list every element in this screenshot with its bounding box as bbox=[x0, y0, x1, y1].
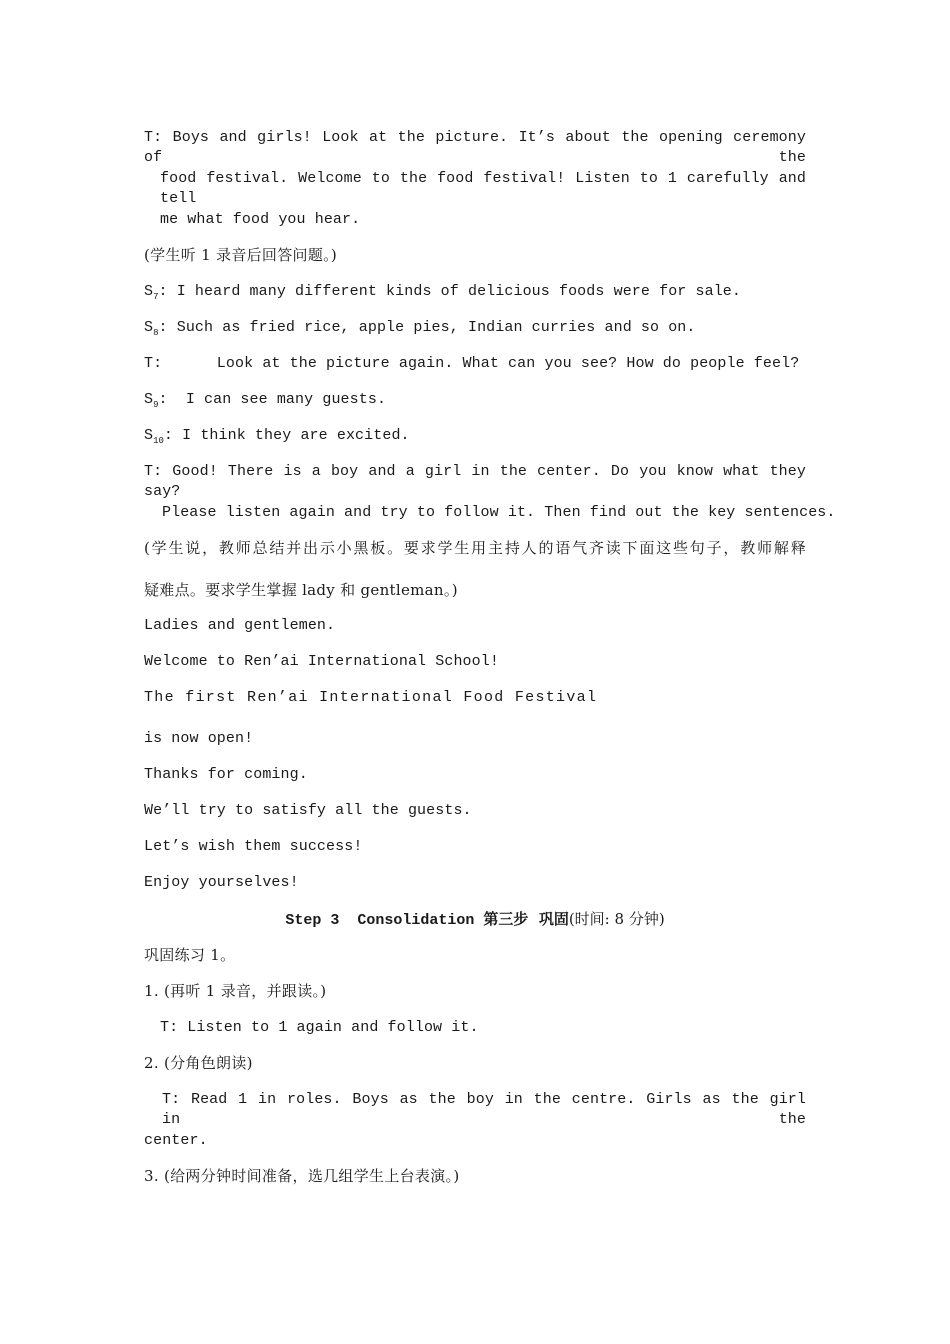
consolidation-item-3: 3. (给两分钟时间准备，选几组学生上台表演。) bbox=[144, 1167, 460, 1185]
consolidation-item-2-teacher-b: center. bbox=[144, 1132, 208, 1149]
student-line-s10: $S_{10}$: I think they are excited. bbox=[144, 427, 410, 446]
teacher-line-1c: me what food you hear. bbox=[160, 211, 361, 228]
key-sentence-8: Enjoy yourselves! bbox=[144, 874, 299, 891]
key-sentence-1: Ladies and gentlemen. bbox=[144, 617, 336, 634]
key-sentence-2: Welcome to Ren’ai International School! bbox=[144, 653, 499, 670]
teacher-line-1b: food festival. Welcome to the food festival! Listen to 1 carefully and tell bbox=[160, 170, 806, 207]
key-sentence-4: is now open! bbox=[144, 730, 254, 747]
teacher-line-3a: T: Good! There is a boy and a girl in the center. Do you know what they say? bbox=[144, 463, 806, 500]
key-sentence-3: The first Ren’ai International Food Festival bbox=[144, 689, 598, 706]
student-line-s7: $S_7$: I heard many different kinds of delicious foods were for sale. bbox=[144, 283, 742, 302]
key-sentence-5: Thanks for coming. bbox=[144, 766, 308, 783]
section-heading: Step 3 Consolidation 第三步 巩固(时间: 8 分钟) bbox=[285, 910, 665, 929]
instruction-note-2a: (学生说，教师总结并出示小黑板。要求学生用主持人的语气齐读下面这些句子，教师解释 bbox=[144, 539, 806, 557]
consolidation-item-2-teacher-a: T: Read 1 in roles. Boys as the boy in the centre. Girls as the girl in the bbox=[162, 1091, 806, 1128]
student-line-s8: $S_8$: Such as fried rice, apple pies, Indian curries and so on. bbox=[144, 319, 696, 338]
consolidation-item-2: 2. (分角色朗读) bbox=[144, 1054, 253, 1072]
student-line-s9: $S_9$: I can see many guests. bbox=[144, 391, 387, 410]
key-sentence-6: We’ll try to satisfy all the guests. bbox=[144, 802, 472, 819]
teacher-line-1a: T: Boys and girls! Look at the picture. It’s about the opening ceremony of the bbox=[144, 129, 806, 166]
consolidation-item-1-teacher: T: Listen to 1 again and follow it. bbox=[160, 1019, 479, 1036]
teacher-line-2: T: Look at the picture again. What can you see? How do people feel? bbox=[144, 355, 800, 372]
consolidation-item-1: 1. (再听 1 录音，并跟读。) bbox=[144, 982, 327, 1000]
key-sentence-7: Let’s wish them success! bbox=[144, 838, 363, 855]
instruction-note-1: (学生听 1 录音后回答问题。) bbox=[144, 246, 338, 264]
consolidation-title: 巩固练习 1。 bbox=[144, 946, 236, 964]
teacher-line-3b: Please listen again and try to follow it. Then find out the key sentences. bbox=[162, 504, 836, 521]
instruction-note-2b: 疑难点。要求学生掌握 lady 和 gentleman。) bbox=[144, 581, 458, 599]
